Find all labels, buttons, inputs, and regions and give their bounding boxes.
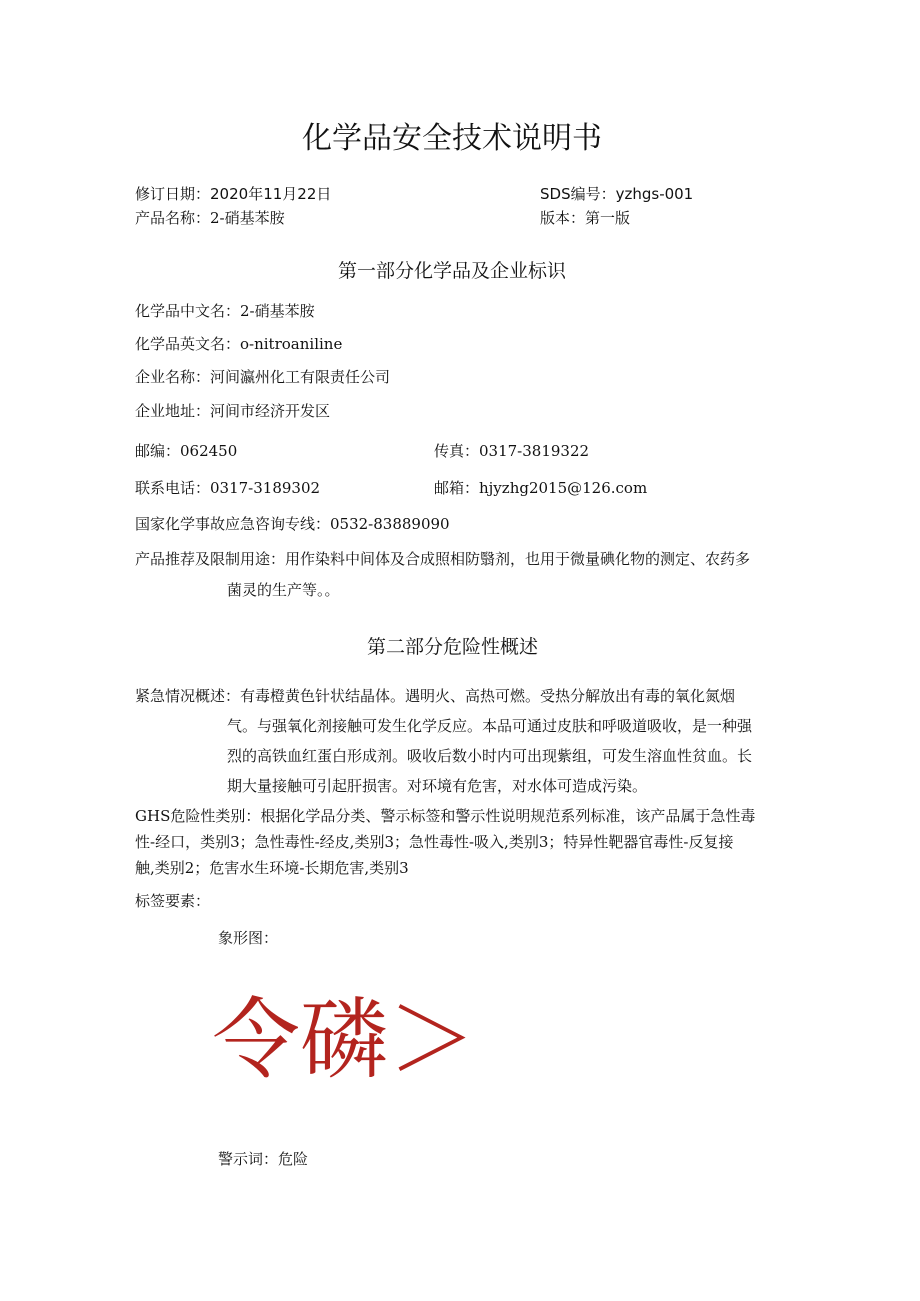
sds-number bbox=[540, 184, 693, 204]
revision-date-label: 修订日期： bbox=[135, 185, 211, 203]
product-name-value: 2-硝基苯胺 bbox=[210, 209, 285, 227]
section1-heading: 第一部分化学品及企业标识 bbox=[338, 260, 567, 282]
sds-number-label: SDS编号： bbox=[540, 185, 616, 203]
hazard-pictogram-icon: 令磷＞ bbox=[212, 988, 477, 1091]
en-name: 化学品英文名：o-nitroaniline bbox=[135, 335, 343, 353]
emergency-hotline: 国家化学事故应急咨询专线：0532-83889090 bbox=[135, 515, 450, 533]
email: 邮箱：hjyzhg2015@126.com bbox=[434, 479, 648, 497]
emergency-overview-line4: 期大量接触可引起肝损害。对环境有危害，对水体可造成污染。 bbox=[227, 777, 648, 795]
company-address: 企业地址：河间市经济开发区 bbox=[135, 402, 331, 420]
ghs-class-line3: 触,类别2；危害水生环境-长期危害,类别3 bbox=[135, 859, 409, 877]
version bbox=[540, 208, 630, 228]
ghs-class-line2: 性-经口，类别3；急性毒性-经皮,类别3；急性毒性-吸入,类别3；特异性靶器官毒性-反复接 bbox=[135, 833, 734, 851]
signal-word: 警示词：危险 bbox=[218, 1150, 309, 1168]
label-elements: 标签要素： bbox=[135, 892, 211, 910]
ghs-class-line1: GHS危险性类别：根据化学品分类、警示标签和警示性说明规范系列标准，该产品属于急性毒 bbox=[135, 807, 756, 825]
phone: 联系电话：0317-3189302 bbox=[135, 479, 321, 497]
recommended-use-line2: 菌灵的生产等。。 bbox=[227, 581, 340, 599]
sds-number-value: yzhgs-001 bbox=[615, 185, 694, 203]
emergency-overview-line2: 气。与强氧化剂接触可发生化学反应。本品可通过皮肤和呼吸道吸收，是一种强 bbox=[227, 717, 753, 735]
cn-name: 化学品中文名：2-硝基苯胺 bbox=[135, 302, 315, 320]
company-name: 企业名称：河间瀛州化工有限责任公司 bbox=[135, 368, 391, 386]
revision-date-value: 2020年11月22日 bbox=[210, 185, 332, 203]
product-name-label: 产品名称： bbox=[135, 209, 211, 227]
revision-date bbox=[135, 184, 331, 204]
fax: 传真：0317-3819322 bbox=[434, 442, 590, 460]
recommended-use-line1: 产品推荐及限制用途：用作染料中间体及合成照相防翳剂，也用于微量碘化物的测定、农药多 bbox=[135, 550, 751, 568]
emergency-overview-line1: 紧急情况概述：有毒橙黄色针状结晶体。遇明火、高热可燃。受热分解放出有毒的氧化氮烟 bbox=[135, 687, 736, 705]
product-name bbox=[135, 208, 285, 228]
section2-heading: 第二部分危险性概述 bbox=[367, 636, 539, 658]
postcode: 邮编：062450 bbox=[135, 442, 238, 460]
version-label: 版本： bbox=[540, 209, 586, 227]
pictogram-label: 象形图： bbox=[218, 929, 279, 947]
document-title: 化学品安全技术说明书 bbox=[302, 121, 602, 156]
emergency-overview-line3: 烈的高铁血红蛋白形成剂。吸收后数小时内可出现紫组，可发生溶血性贫血。长 bbox=[227, 747, 753, 765]
version-value: 第一版 bbox=[585, 209, 631, 227]
